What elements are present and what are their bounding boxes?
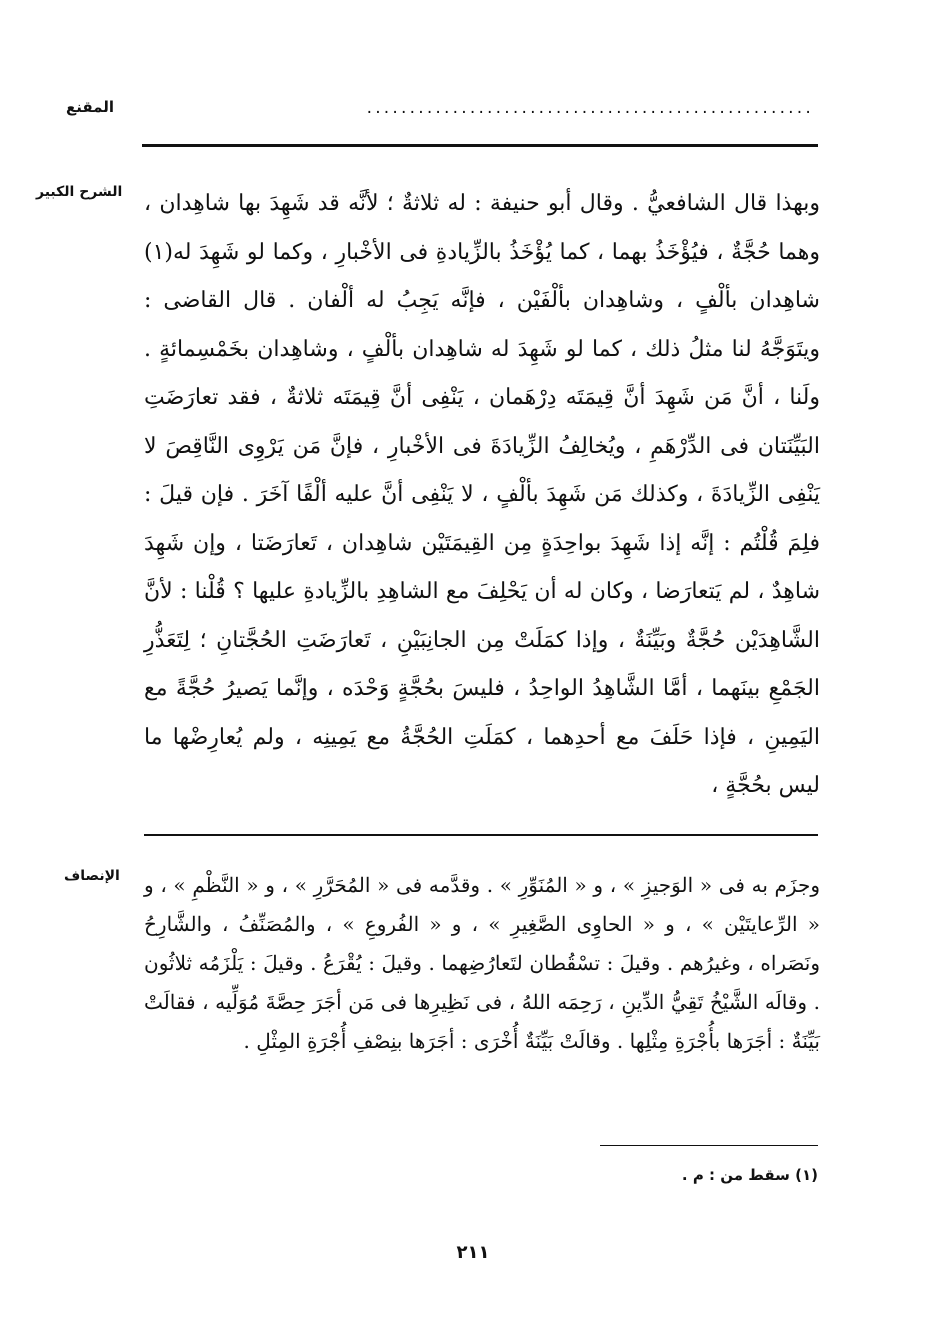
footnote-rule [600, 1145, 818, 1146]
section-label-sharh-kabir: الشرح الكبير [36, 184, 123, 200]
page-number: ٢١١ [456, 1242, 490, 1263]
header-dot-leader: .................................................... [366, 98, 814, 118]
insaf-text: وجزَم به فى « الوَجيزِ » ، و « المُنَوِّرِ » . وقدَّمه فى « المُحَرَّرِ » ، و « النَّظْمِ » ، و « الرِّعايتَيْن » ، و « الحاوِى الصَّغِيرِ » ، و « الفُروعِ » ، والمُصَنِّفُ ، والشَّارِحُ ونَصَراه ، وغيرُهم . وقيلَ : تسْقُطان لتَعارُضِهما . وقيلَ : يُقْرَعُ . وقيلَ : يَلْزَمُه ثلاثُون . وقالَه الشَّيْخُ تَقِيُّ الدِّينِ ، رَحِمَه اللهُ ، فى نَظِيرِها فى مَن أجَرَ حِصَّةَ مُوَلِّيه ، فقالَتْ بَيِّنَةٌ : أجَرَها بأُجْرَةِ مِثْلِها . وقالَتْ بَيِّنَةٌ أُخْرَى : أجَرَها بنِصْفِ أُجْرَةِ المِثْلِ . [144, 873, 820, 1053]
footnote: (١) سقط من : م . [681, 1166, 818, 1184]
section-divider [144, 834, 818, 836]
section-label-insaf: الإنصاف [64, 868, 120, 884]
main-commentary-text: وبهذا قال الشافعيُّ . وقال أبو حنيفة : له ثلاثةٌ ؛ لأنَّه قد شَهِدَ بها شاهِدان ، وهما حُجَّةٌ ، فيُؤْخَذُ بهما ، كما يُؤْخَذُ بالزِّيادةِ فى الأخْبارِ ، وكما لو شَهِدَ له(١) شاهِدان بألْفٍ ، وشاهِدان بألْفَيْن ، فإنَّه يَجِبُ له ألْفان . قال القاضى : ويتَوَجَّهُ لنا مثلُ ذلك ، كما لو شَهِدَ له شاهِدان بألْفٍ ، وشاهِدان بخَمْسِمائةٍ . ولَنا ، أنَّ مَن شَهِدَ أنَّ قِيمَتَه دِرْهَمان ، يَنْفِى أنَّ قِيمَتَه ثلاثةٌ ، فقد تعارَضَتِ البَيِّنَتان فى الدِّرْهَمِ ، ويُخالِفُ الزِّيادَةَ فى الأخْبارِ ، فإنَّ مَن يَرْوِى النَّاقِصَ لا يَنْفِى الزِّيادَةَ ، وكذلك مَن شَهِدَ بألْفٍ ، لا يَنْفِى أنَّ عليه ألْفًا آخَرَ . فإن قيلَ : فلِمَ قُلْتُم : إنَّه إذا شَهِدَ بواحِدَةٍ مِن القِيمَتَيْن شاهِدان ، تَعارَضَتا ، وإن شَهِدَ شاهِدٌ ، لم يَتعارَضا ، وكان له أن يَحْلِفَ مع الشاهِدِ بالزِّيادةِ عليها ؟ قُلْنا : لأنَّ الشَّاهِدَيْن حُجَّةٌ وبَيِّنَةٌ ، وإذا كمَلَتْ مِن الجانِبَيْنِ ، تَعارَضَتِ الحُجَّتانِ ؛ لِتَعَذُّرِ الجَمْعِ بينَهما ، أمَّا الشَّاهِدُ الواحِدُ ، فليسَ بحُجَّةٍ وَحْدَه ، وإنَّما يَصيرُ حُجَّةً مع اليَمِينِ ، فإذا حَلَفَ مع أحدِهما ، كمَلَتِ الحُجَّةُ مع يَمِينِه ، ولم يُعارِضْها ما ليس بحُجَّةٍ ، [144, 191, 820, 798]
running-header-title: المقنع [66, 98, 114, 116]
header-rule [142, 144, 818, 147]
